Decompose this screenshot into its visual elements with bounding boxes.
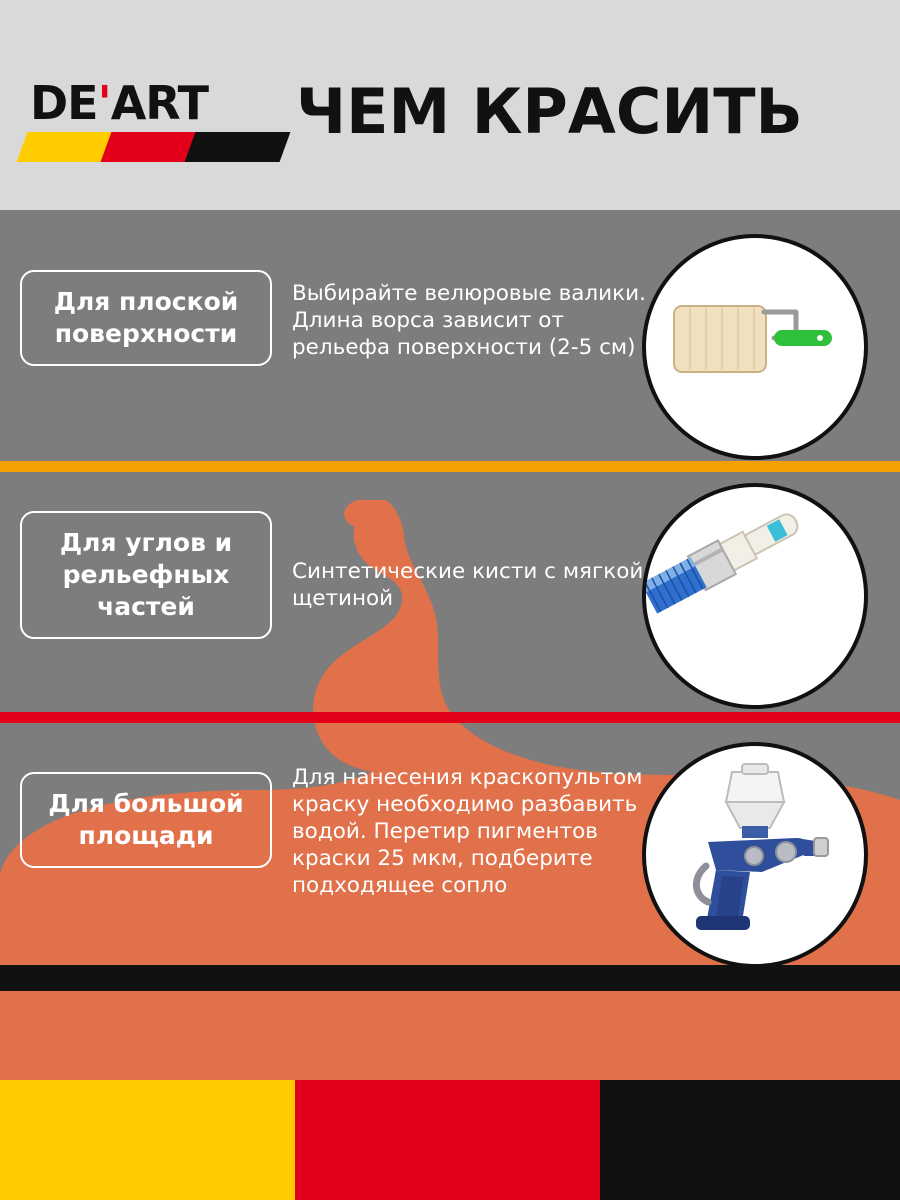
section-flat-surface xyxy=(0,222,900,462)
flag-band-yellow xyxy=(0,1080,295,1200)
footer-paint-bar xyxy=(0,991,900,1080)
stripe-black xyxy=(185,132,291,162)
divider-red xyxy=(0,712,900,723)
section-description-large-area: Для нанесения краскопультом краску необходимо разбавить водой. Перетир пигментов краски 25 мкм, подберите подходящее сопло xyxy=(292,765,643,898)
section-large-area xyxy=(0,724,900,964)
flag-band-red xyxy=(295,1080,600,1200)
section-label-corners: Для углов и рельефных частей xyxy=(20,511,272,639)
section-label-flat-surface: Для плоской поверхности xyxy=(20,270,272,366)
header xyxy=(0,0,900,214)
section-label-large-area: Для большой площади xyxy=(20,772,272,868)
section-description-corners: Синтетические кисти с мягкой щетиной xyxy=(292,559,644,611)
page-title: ЧЕМ КРАСИТЬ xyxy=(296,75,803,148)
paint-brush-icon xyxy=(642,483,868,709)
brand-logo-text: DE'ART xyxy=(30,76,209,130)
footer-flag xyxy=(0,1080,900,1200)
brand-logo-stripes xyxy=(30,132,275,162)
section-description-flat-surface: Выбирайте велюровые валики. Длина ворса зависит от рельефа поверхности (2-5 см) xyxy=(292,281,646,360)
footer-black-bar xyxy=(0,965,900,991)
divider-orange xyxy=(0,461,900,472)
section-corners xyxy=(0,473,900,713)
flag-band-black xyxy=(600,1080,900,1200)
paint-roller-icon xyxy=(642,234,868,460)
spray-gun-icon xyxy=(642,742,868,968)
brand-logo xyxy=(30,76,280,170)
